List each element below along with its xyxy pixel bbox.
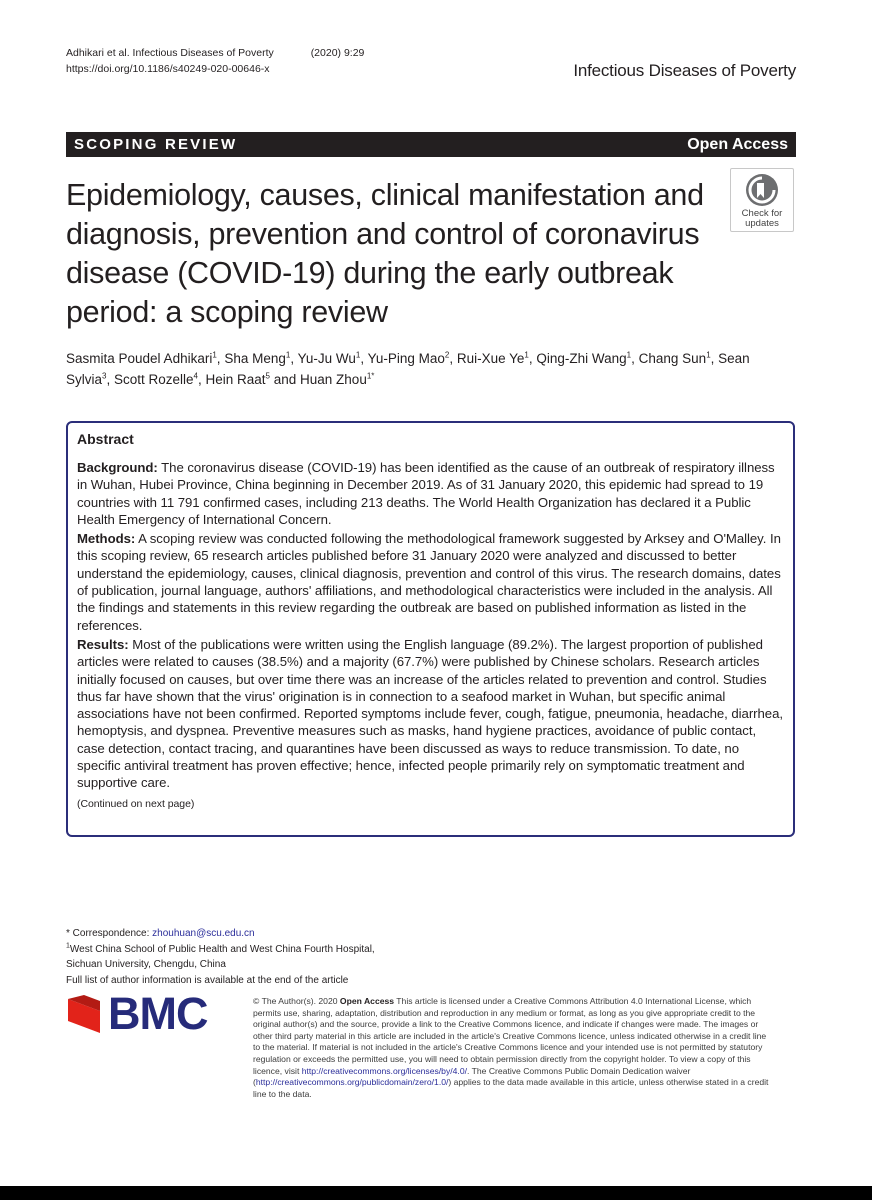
article-title: Epidemiology, causes, clinical manifestation and diagnosis, prevention and control of coronavirus disease (COVID-19) during the early outbreak period: a scoping review [66,178,704,329]
copyright-text: © The Author(s). 2020 [253,996,338,1006]
citation-line [66,45,364,61]
license-text-1: This article is licensed under a Creative Commons Attribution 4.0 International License, which permits use, sharing, adaptation, distribution and reproduction in any medium or format, as long as you give appropriate credit to the original author(s) and the source, provide a link to the Creative Commons licence, and indicate if changes were made. The images or other third party material in this article are included in the article's Creative Commons licence, unless indicated otherwise in a credit line to the material. If material is not included in the article's Creative Commons licence and your intended use is not permitted by statutory regulation or exceeds the permitted use, you will need to obtain permission directly from the copyright holder. To view a copy of this licence, visit [253,996,767,1076]
full-author-info-note: Full list of author information is available at the end of the article [66,974,349,986]
results-text: Most of the publications were written using the English language (89.2%). The largest proportion of published articles were related to causes (38.5%) and a majority (67.7%) were published by Chinese scholars. Research articles initially focused on causes, but over time there was an increase of the articles related to prevention and control. Studies thus far have shown that the virus' origination is in connection to a seafood market in Wuhan, but specific animal associations have not been confirmed. Reported symptoms include fever, cough, fatigue, pneumonia, headache, diarrhea, hemoptysis, and dyspnea. Preventive measures such as masks, hand hygiene practices, avoidance of public contact, case detection, contact tracing, and quarantines have been discussed as ways to reduce transmission. To date, no specific antiviral treatment has proven effective; hence, infected people primarily rely on symptomatic treatment and supportive care. [77,636,783,791]
author-affiliation-number: 4 [193,371,198,381]
abstract-methods [77,530,784,634]
license-text-3: ) applies to the data made available in this article, unless otherwise stated in a credit line to the data. [253,1077,769,1099]
author-affiliation-number: 1 [524,350,529,360]
license-open-access-label: Open Access [339,996,395,1006]
author-name: Huan Zhou [300,372,367,387]
author-name: Sean Sylvia [66,351,750,387]
author-name: Rui-Xue Ye [456,351,525,366]
check-updates-text [742,209,783,229]
author-name: Qing-Zhi Wang [536,351,627,366]
journal-name: Infectious Diseases of Poverty [573,61,796,80]
author-name: Sha Meng [224,351,286,366]
article-type-banner [66,132,796,157]
author-affiliation-number: 1 [355,350,361,360]
author-affiliation-number: 1* [366,371,375,381]
abstract-results [77,636,784,792]
author-affiliation-number: 1 [706,350,711,360]
methods-text: A scoping review was conducted following the methodological framework suggested by Arksey and O'Malley. In this scoping review, 65 research articles published before 31 January 2020 were analyzed and discussed to better understand the epidemiology, causes, clinical diagnosis, prevention and control of this virus. The research domains, dates of publication, journal language, authors' affiliations, and methodological characteristics were included in the analysis. All the findings and statements in this review regarding the outbreak are based on published information as listed in the references. [77,531,781,633]
results-label: Results: [77,636,129,652]
bottom-bar [0,1186,872,1200]
background-label: Background: [77,460,158,475]
author-separator: , [449,351,457,366]
footnotes [66,926,375,988]
author-separator: and [270,372,301,387]
bmc-logo [66,988,236,1039]
author-affiliation-number: 1 [626,350,632,360]
author-affiliation-number: 1 [212,350,217,360]
correspondence-email-link[interactable]: zhouhuan@scu.edu.cn [152,928,255,939]
affiliation-text-2: Sichuan University, Chengdu, China [66,959,226,971]
check-updates-line1: Check for [741,208,783,219]
correspondence-line [66,926,375,942]
license-text-2: . The Creative Commons Public Domain Dedication waiver ( [253,1065,691,1088]
author-name: Chang Sun [638,351,707,366]
cc-zero-waiver-link[interactable]: http://creativecommons.org/publicdomain/zero/1.0/ [255,1077,449,1088]
author-name: Yu-Ping Mao [367,351,445,366]
correspondence-label: * Correspondence: [66,928,150,939]
check-for-updates-badge[interactable] [730,168,794,232]
author-affiliation-number: 3 [102,371,107,381]
check-updates-line2: updates [745,218,779,229]
abstract-heading: Abstract [77,431,134,447]
author-separator: , [106,372,114,387]
background-text: The coronavirus disease (COVID-19) has been identified as the cause of an outbreak of respiratory illness in Wuhan, Hubei Province, China beginning in December 2019. As of 31 January 2020, this epidemic had spread to 19 countries with 11 791 confirmed cases, including 213 deaths. The World Health Organization has declared it a Public Health Emergency of International Concern. [77,460,775,527]
citation-authors-journal: Adhikari et al. Infectious Diseases of Poverty [66,47,274,59]
abstract-background [77,459,784,528]
author-separator: , [631,351,639,366]
doi-link[interactable]: https://doi.org/10.1186/s40249-020-00646-x [66,63,270,75]
citation-year-volume: (2020) 9:29 [310,47,365,59]
author-separator: , [360,351,368,366]
author-name: Scott Rozelle [113,372,194,387]
author-affiliation-number: 2 [444,350,450,360]
continued-note: (Continued on next page) [77,797,195,810]
bmc-logo-text: BMC [108,988,208,1039]
open-access-label: Open Access [687,135,788,153]
author-affiliation-number: 1 [285,350,291,360]
author-name: Sasmita Poudel Adhikari [66,351,213,366]
article-type-label: SCOPING REVIEW [74,136,238,153]
check-updates-icon [745,173,779,207]
license-statement [253,996,773,1100]
author-separator: , [197,372,206,387]
author-separator: , [290,351,298,366]
cc-by-license-link[interactable]: http://creativecommons.org/licenses/by/4.0/ [301,1065,467,1076]
author-affiliation-number: 5 [265,371,270,381]
methods-label: Methods: [77,531,136,547]
author-list [66,348,776,390]
affiliation-text-1: West China School of Public Health and West China Fourth Hospital, [69,943,375,955]
abstract-box [66,421,795,837]
affiliation-line [66,942,375,958]
author-name: Hein Raat [205,372,266,387]
bmc-logo-mark-icon [66,993,102,1035]
article-header [66,45,364,77]
affiliation-number: 1 [66,942,70,950]
author-name: Yu-Ju Wu [297,351,356,366]
author-separator: , [216,351,225,366]
author-separator: , [710,351,719,366]
author-separator: , [528,351,537,366]
